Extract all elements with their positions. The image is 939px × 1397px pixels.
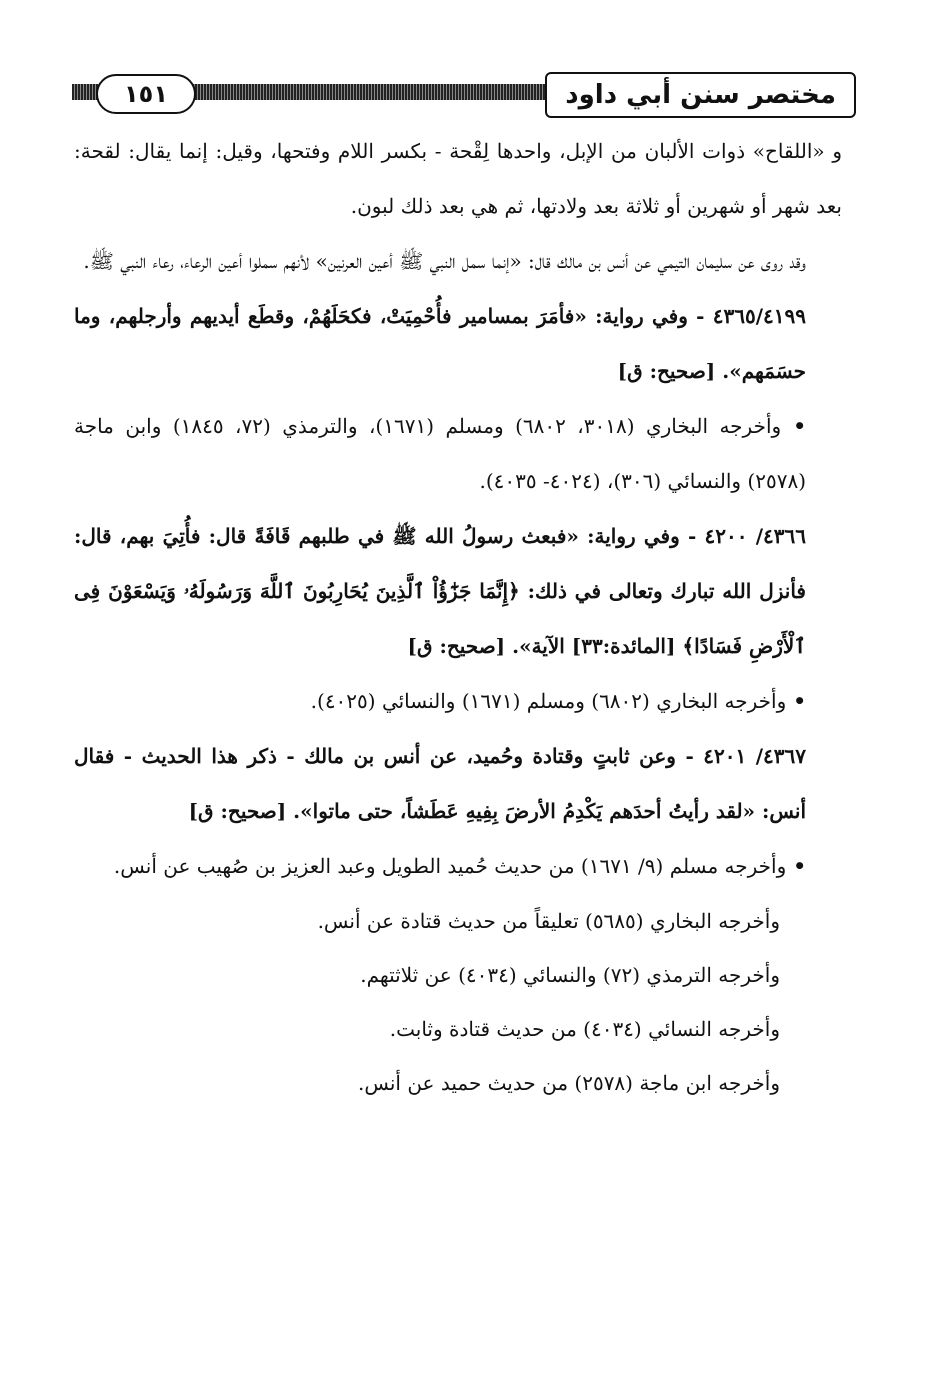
page-body (74, 124, 842, 1110)
hadith-4366: ٤٣٦٦/ ٤٢٠٠ - وفي رواية: «فبعث رسولُ الله ﷺ في طلبهم قَافَةً قال: فأُتِيَ بهم، قال: فأنزل الله تبارك وتعالى في ذلك: ﴿إِنَّمَا جَزَٰٓؤُاْ ٱلَّذِينَ يُحَارِبُونَ ٱللَّهَ وَرَسُولَهُۥ وَيَسْعَوْنَ فِى ٱلْأَرْضِ فَسَادًا﴾ [المائدة:٣٣] الآية». [صحيح: ق] (74, 524, 806, 658)
reference-line: وأخرجه ابن ماجة (٢٥٧٨) من حديث حميد عن أنس. (358, 1071, 780, 1095)
hadith-4365: ٤٣٦٥/٤١٩٩ - وفي رواية: «فأمَرَ بمسامير فأُحْمِيَتْ، فكحَلَهُمْ، وقطَع أيديهم وأرجلهم، وما حسَمَهم». [صحيح: ق] (74, 304, 806, 383)
takhrij-4367: • وأخرجه مسلم (٩/ ١٦٧١) من حديث حُميد الطويل وعبد العزيز بن صُهيب عن أنس. (74, 839, 842, 894)
page-header (72, 72, 852, 120)
reference-line: وأخرجه البخاري (٥٦٨٥) تعليقاً من حديث قتادة عن أنس. (317, 909, 780, 933)
hadith-4367: ٤٣٦٧/ ٤٢٠١ - وعن ثابتٍ وقتادة وحُميد، عن أنس بن مالك - ذكر هذا الحديث - فقال أنس: «لقد رأيتُ أحدَهم يَكْدِمُ الأرضَ بِفِيهِ عَطَشاً، حتى ماتوا». [صحيح: ق] (74, 744, 806, 823)
takhrij-4365: • وأخرجه البخاري (٣٠١٨، ٦٨٠٢) ومسلم (١٦٧١)، والترمذي (٧٢، ١٨٤٥) وابن ماجة (٢٥٧٨) والنسائي (٣٠٦)، (٤٠٢٤- ٤٠٣٥). (74, 399, 842, 509)
explanation-paragraph: و «اللقاح» ذوات الألبان من الإبل، واحدها لِقْحة - بكسر اللام وفتحها، وقيل: إنما يقال: لقحة: بعد شهر أو شهرين أو ثلاثة بعد ولادتها، ثم هي بعد ذلك لبون. (74, 139, 842, 218)
reference-line: وأخرجه النسائي (٤٠٣٤) من حديث قتادة وثابت. (389, 1017, 780, 1041)
narration-paragraph: وقد روى عن سليمان التيمي عن أنس بن مالك قال: «إنما سمل النبي ﷺ أعين العرنين» لأنهم سملوا أعين الرعاء، رعاء النبي ﷺ. (83, 249, 806, 273)
book-title: مختصر سنن أبي داود (545, 72, 856, 118)
additional-references (74, 894, 842, 1110)
reference-line: وأخرجه الترمذي (٧٢) والنسائي (٤٠٣٤) عن ثلاثتهم. (360, 963, 780, 987)
takhrij-4366: • وأخرجه البخاري (٦٨٠٢) ومسلم (١٦٧١) والنسائي (٤٠٢٥). (74, 674, 842, 729)
page-number: ١٥١ (96, 74, 196, 114)
